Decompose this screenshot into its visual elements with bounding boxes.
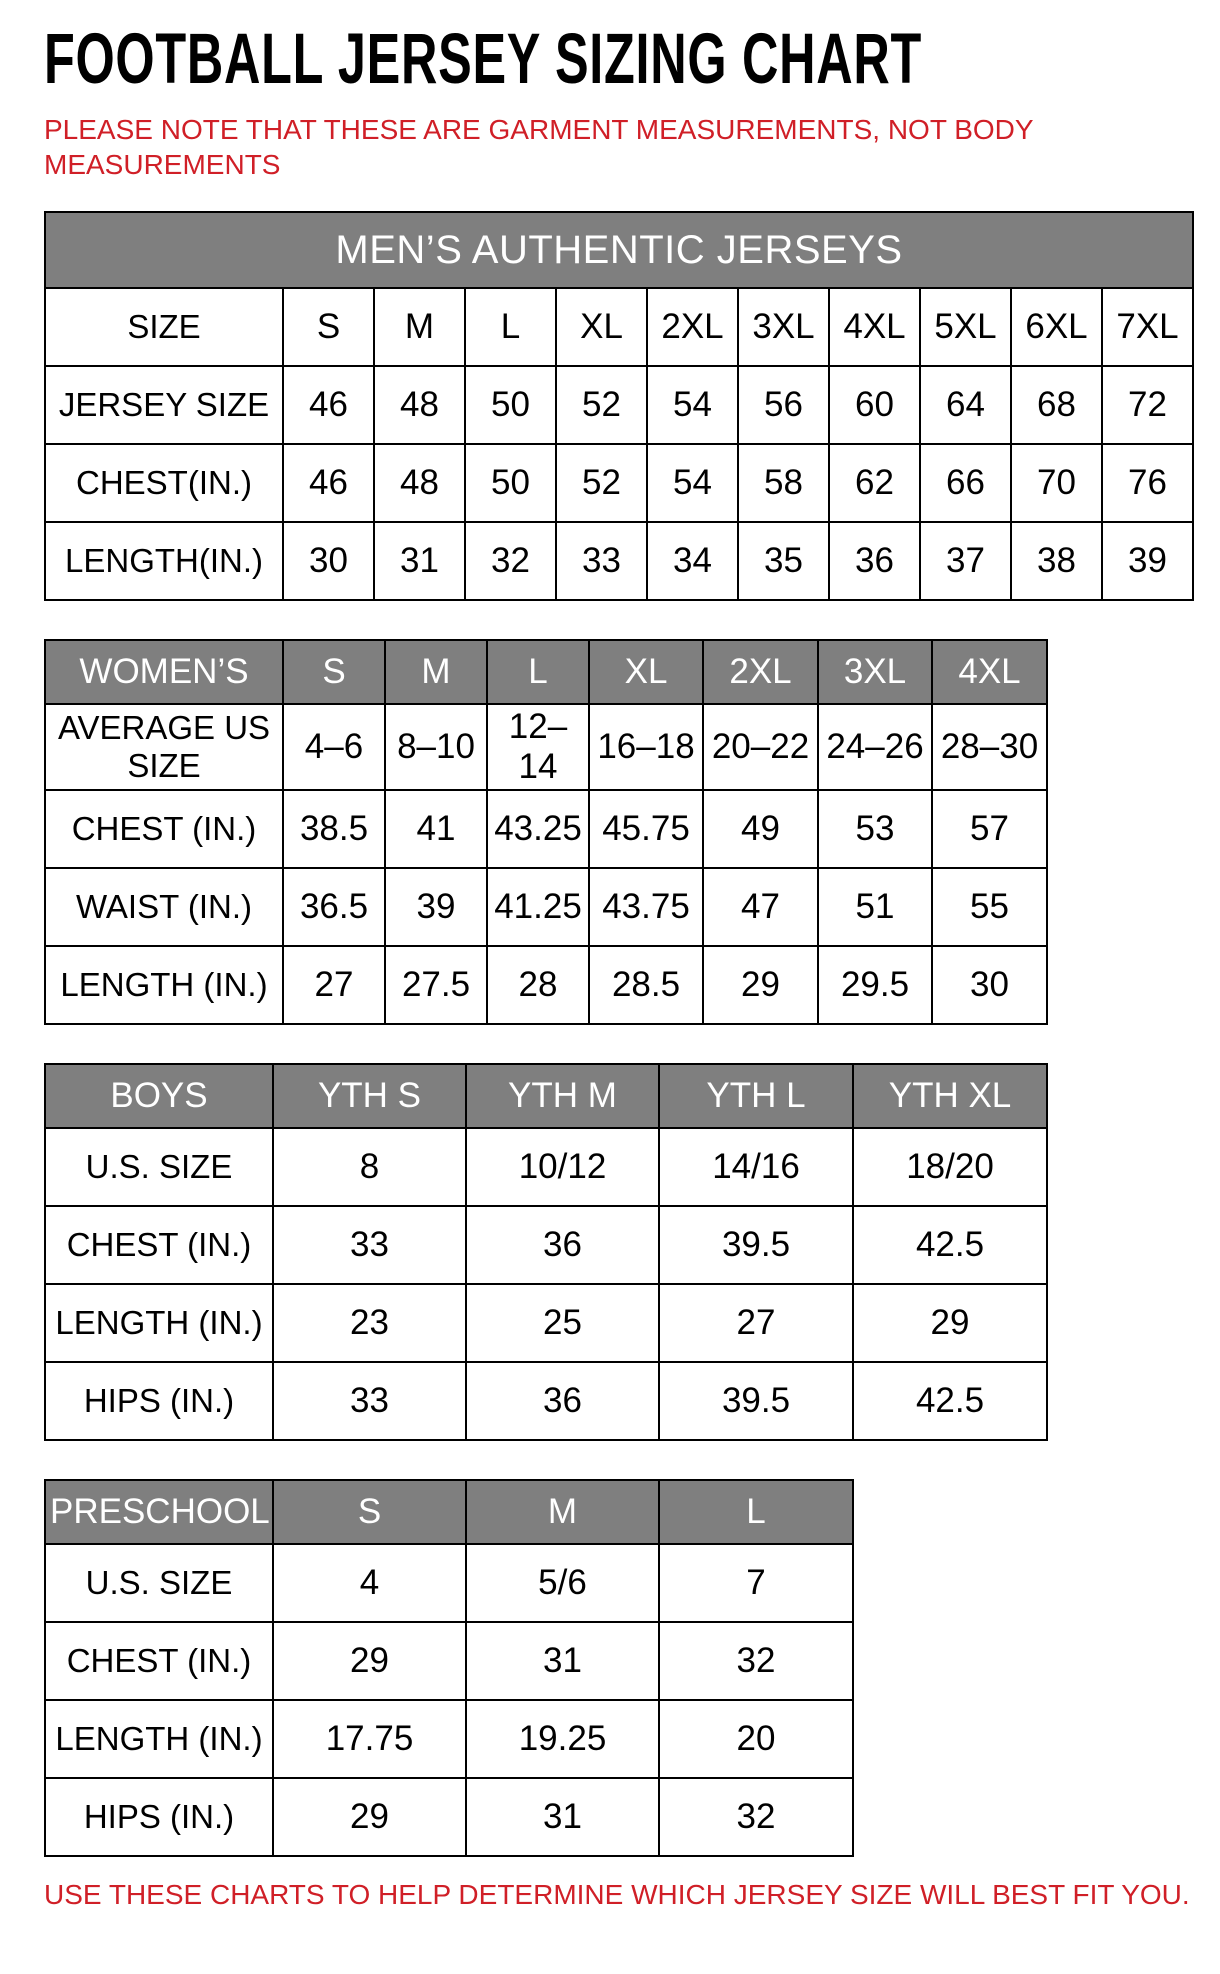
table-row [45,1206,1047,1284]
value-cell: 43.75 [589,868,703,946]
value-cell: 76 [1102,444,1193,522]
value-cell: 17.75 [273,1700,466,1778]
value-cell: 46 [283,444,374,522]
value-cell: 14/16 [659,1128,853,1206]
mens-authentic-jerseys-table [44,211,1194,601]
row-label-cell: HIPS (IN.) [45,1362,273,1440]
value-cell: 52 [556,444,647,522]
value-cell: 38 [1011,522,1102,600]
value-cell: 29 [273,1622,466,1700]
value-cell: 41.25 [487,868,589,946]
value-cell: 19.25 [466,1700,659,1778]
table-row [45,704,1047,790]
value-cell: 31 [466,1778,659,1856]
value-cell: 60 [829,366,920,444]
value-cell: 66 [920,444,1011,522]
value-cell: 30 [283,522,374,600]
value-cell: 27 [283,946,385,1024]
value-cell: 56 [738,366,829,444]
value-cell: 39 [1102,522,1193,600]
row-label-cell: CHEST (IN.) [45,1206,273,1284]
value-cell: 30 [932,946,1047,1024]
value-cell: 6XL [1011,288,1102,366]
size-header-cell: S [273,1480,466,1544]
size-header-cell: YTH XL [853,1064,1047,1128]
value-cell: 46 [283,366,374,444]
size-header-cell: S [283,640,385,704]
table-title-cell: WOMEN’S [45,640,283,704]
value-cell: L [465,288,556,366]
value-cell: 36 [466,1362,659,1440]
value-cell: 54 [647,366,738,444]
value-cell: 32 [659,1622,853,1700]
value-cell: 49 [703,790,818,868]
value-cell: 33 [273,1362,466,1440]
size-header-cell: L [659,1480,853,1544]
value-cell: 24–26 [818,704,932,790]
table-header-row [45,1064,1047,1128]
size-header-cell: YTH L [659,1064,853,1128]
row-label-cell: AVERAGE US SIZE [45,704,283,790]
row-label-cell: WAIST (IN.) [45,868,283,946]
value-cell: 34 [647,522,738,600]
value-cell: 32 [465,522,556,600]
row-label-cell: LENGTH(IN.) [45,522,283,600]
row-label-cell: JERSEY SIZE [45,366,283,444]
value-cell: 4XL [829,288,920,366]
table-title-cell: BOYS [45,1064,273,1128]
boys-sizing-table [44,1063,1048,1441]
value-cell: 41 [385,790,487,868]
value-cell: 35 [738,522,829,600]
value-cell: XL [556,288,647,366]
value-cell: 3XL [738,288,829,366]
value-cell: 43.25 [487,790,589,868]
value-cell: 54 [647,444,738,522]
value-cell: 33 [556,522,647,600]
value-cell: 42.5 [853,1362,1047,1440]
value-cell: 50 [465,366,556,444]
value-cell: 36.5 [283,868,385,946]
value-cell: 16–18 [589,704,703,790]
table-row [45,1362,1047,1440]
value-cell: M [374,288,465,366]
value-cell: 48 [374,366,465,444]
value-cell: 36 [466,1206,659,1284]
value-cell: 39 [385,868,487,946]
row-label-cell: LENGTH (IN.) [45,946,283,1024]
size-header-cell: 3XL [818,640,932,704]
value-cell: 27 [659,1284,853,1362]
value-cell: 33 [273,1206,466,1284]
value-cell: 52 [556,366,647,444]
value-cell: 29 [853,1284,1047,1362]
table-row [45,1544,853,1622]
value-cell: 45.75 [589,790,703,868]
size-header-cell: YTH S [273,1064,466,1128]
preschool-sizing-table [44,1479,854,1857]
womens-sizing-table [44,639,1048,1025]
value-cell: 39.5 [659,1206,853,1284]
value-cell: 58 [738,444,829,522]
row-label-cell: CHEST (IN.) [45,1622,273,1700]
value-cell: 7 [659,1544,853,1622]
size-header-cell: L [487,640,589,704]
value-cell: 47 [703,868,818,946]
table-row [45,868,1047,946]
value-cell: 38.5 [283,790,385,868]
table-header-row [45,1480,853,1544]
value-cell: 28.5 [589,946,703,1024]
value-cell: 25 [466,1284,659,1362]
value-cell: 20–22 [703,704,818,790]
value-cell: 39.5 [659,1362,853,1440]
row-label-cell: HIPS (IN.) [45,1778,273,1856]
table-row [45,1128,1047,1206]
value-cell: 53 [818,790,932,868]
table-title-cell: PRESCHOOL [45,1480,273,1544]
value-cell: 32 [659,1778,853,1856]
value-cell: 12–14 [487,704,589,790]
value-cell: 4–6 [283,704,385,790]
table-banner-row [45,212,1193,288]
value-cell: 28 [487,946,589,1024]
value-cell: 48 [374,444,465,522]
value-cell: 37 [920,522,1011,600]
value-cell: 51 [818,868,932,946]
row-label-cell: SIZE [45,288,283,366]
value-cell: 70 [1011,444,1102,522]
size-header-cell: XL [589,640,703,704]
value-cell: 8 [273,1128,466,1206]
table-row [45,1700,853,1778]
table-row [45,790,1047,868]
value-cell: S [283,288,374,366]
value-cell: 8–10 [385,704,487,790]
value-cell: 50 [465,444,556,522]
value-cell: 57 [932,790,1047,868]
table-row [45,288,1193,366]
value-cell: 42.5 [853,1206,1047,1284]
row-label-cell: LENGTH (IN.) [45,1700,273,1778]
table-row [45,946,1047,1024]
size-header-cell: 4XL [932,640,1047,704]
value-cell: 18/20 [853,1128,1047,1206]
value-cell: 64 [920,366,1011,444]
garment-measurement-note: PLEASE NOTE THAT THESE ARE GARMENT MEASUREMENTS, NOT BODY MEASUREMENTS [44,113,1034,181]
table-header-row [45,640,1047,704]
table-row [45,1622,853,1700]
row-label-cell: U.S. SIZE [45,1128,273,1206]
table-row [45,1778,853,1856]
value-cell: 27.5 [385,946,487,1024]
value-cell: 72 [1102,366,1193,444]
size-header-cell: M [385,640,487,704]
row-label-cell: U.S. SIZE [45,1544,273,1622]
table-row [45,444,1193,522]
value-cell: 62 [829,444,920,522]
size-header-cell: M [466,1480,659,1544]
value-cell: 20 [659,1700,853,1778]
row-label-cell: CHEST(IN.) [45,444,283,522]
value-cell: 10/12 [466,1128,659,1206]
table-banner: MEN’S AUTHENTIC JERSEYS [45,212,1193,288]
value-cell: 31 [374,522,465,600]
value-cell: 68 [1011,366,1102,444]
size-header-cell: 2XL [703,640,818,704]
row-label-cell: CHEST (IN.) [45,790,283,868]
value-cell: 29 [703,946,818,1024]
value-cell: 5XL [920,288,1011,366]
value-cell: 31 [466,1622,659,1700]
table-row [45,522,1193,600]
value-cell: 29 [273,1778,466,1856]
value-cell: 5/6 [466,1544,659,1622]
value-cell: 36 [829,522,920,600]
value-cell: 23 [273,1284,466,1362]
value-cell: 28–30 [932,704,1047,790]
value-cell: 2XL [647,288,738,366]
value-cell: 55 [932,868,1047,946]
value-cell: 7XL [1102,288,1193,366]
page-title: FOOTBALL JERSEY SIZING CHART [44,18,922,99]
value-cell: 29.5 [818,946,932,1024]
table-row [45,366,1193,444]
row-label-cell: LENGTH (IN.) [45,1284,273,1362]
table-row [45,1284,1047,1362]
fit-advice-note: USE THESE CHARTS TO HELP DETERMINE WHICH JERSEY SIZE WILL BEST FIT YOU. [44,1879,1190,1911]
value-cell: 4 [273,1544,466,1622]
size-header-cell: YTH M [466,1064,659,1128]
